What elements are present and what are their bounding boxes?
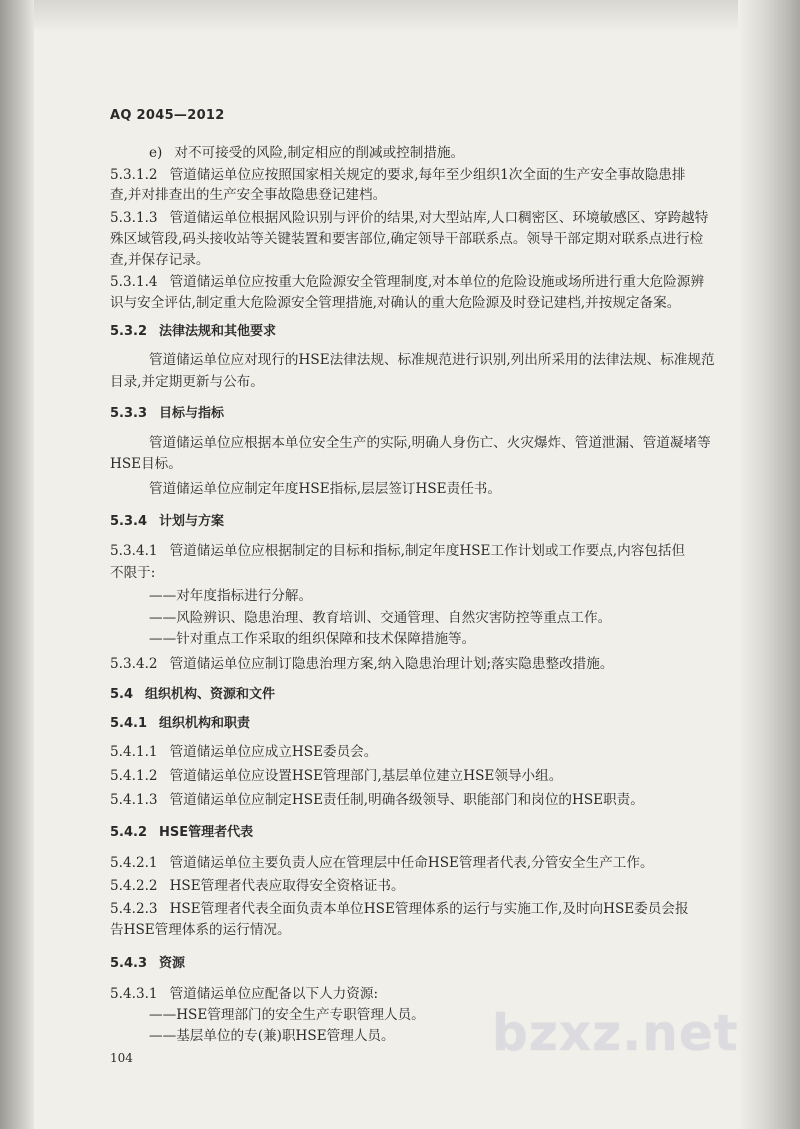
clause-5-4-2-1: 5.4.2.1 管道储运单位主要负责人应在管理层中任命HSE管理者代表,分管安全生产工作。: [110, 855, 654, 871]
section-heading-5-4-2: 5.4.2 HSE管理者代表: [110, 825, 254, 840]
clause-5-3-4-1-cont: 不限于:: [110, 565, 156, 581]
clause-5-4-1-1: 5.4.1.1 管道储运单位应成立HSE委员会。: [110, 744, 378, 760]
clause-5-4-2-3-cont: 告HSE管理体系的运行情况。: [110, 922, 291, 938]
clause-5-3-1-2: 5.3.1.2 管道储运单位应按照国家相关规定的要求,每年至少组织1次全面的生产安全事故隐患排: [110, 167, 686, 183]
dash-item-4: ——HSE管理部门的安全生产专职管理人员。: [149, 1007, 425, 1023]
watermark-logo: bzxz.net: [492, 1004, 739, 1062]
clause-5-3-4-2: 5.3.4.2 管道储运单位应制订隐患治理方案,纳入隐患治理计划;落实隐患整改措施。: [110, 656, 614, 672]
clause-5-3-1-3-cont2: 查,并保存记录。: [110, 252, 210, 268]
paragraph-5-3-3-2: 管道储运单位应制定年度HSE指标,层层签订HSE责任书。: [149, 481, 501, 497]
clause-5-4-2-2: 5.4.2.2 HSE管理者代表应取得安全资格证书。: [110, 878, 405, 894]
section-heading-5-4: 5.4 组织机构、资源和文件: [110, 687, 276, 702]
clause-5-4-1-3: 5.4.1.3 管道储运单位应制定HSE责任制,明确各级领导、职能部门和岗位的HSE职责。: [110, 792, 644, 808]
section-heading-5-3-4: 5.3.4 计划与方案: [110, 514, 225, 529]
clause-5-4-2-3: 5.4.2.3 HSE管理者代表全面负责本单位HSE管理体系的运行与实施工作,及时向HSE委员会报: [110, 901, 689, 917]
list-item-e: e) 对不可接受的风险,制定相应的削减或控制措施。: [149, 145, 465, 161]
clause-5-4-1-2: 5.4.1.2 管道储运单位应设置HSE管理部门,基层单位建立HSE领导小组。: [110, 768, 563, 784]
paragraph-5-3-2-cont: 目录,并定期更新与公布。: [110, 374, 264, 390]
section-heading-5-3-3: 5.3.3 目标与指标: [110, 406, 225, 421]
clause-5-3-1-3: 5.3.1.3 管道储运单位根据风险识别与评价的结果,对大型站库,人口稠密区、环境敏感区、穿跨越特: [110, 210, 709, 226]
dash-item-5: ——基层单位的专(兼)职HSE管理人员。: [149, 1028, 395, 1044]
section-heading-5-4-3: 5.4.3 资源: [110, 956, 186, 971]
paragraph-5-3-3: 管道储运单位应根据本单位安全生产的实际,明确人身伤亡、火灾爆炸、管道泄漏、管道凝堵等: [149, 435, 711, 451]
clause-5-3-4-1: 5.3.4.1 管道储运单位应根据制定的目标和指标,制定年度HSE工作计划或工作要点,内容包括但: [110, 543, 686, 559]
paragraph-5-3-3-cont: HSE目标。: [110, 456, 182, 472]
clause-5-3-1-4-cont: 识与安全评估,制定重大危险源安全管理措施,对确认的重大危险源及时登记建档,并按规定备案。: [110, 295, 681, 311]
section-heading-5-4-1: 5.4.1 组织机构和职责: [110, 716, 251, 731]
standard-code: AQ 2045—2012: [110, 108, 225, 123]
clause-5-3-1-3-cont: 殊区域管段,码头接收站等关键装置和要害部位,确定领导干部联系点。领导干部定期对联系点进行检: [110, 231, 704, 247]
clause-5-4-3-1: 5.4.3.1 管道储运单位应配备以下人力资源:: [110, 986, 379, 1002]
paragraph-5-3-2: 管道储运单位应对现行的HSE法律法规、标准规范进行识别,列出所采用的法律法规、标准规范: [149, 352, 715, 368]
dash-item-2: ——风险辨识、隐患治理、教育培训、交通管理、自然灾害防控等重点工作。: [149, 610, 612, 626]
clause-5-3-1-4: 5.3.1.4 管道储运单位应按重大危险源安全管理制度,对本单位的危险设施或场所进行重大危险源辨: [110, 274, 705, 290]
dash-item-1: ——对年度指标进行分解。: [149, 588, 313, 604]
dash-item-3: ——针对重点工作采取的组织保障和技术保障措施等。: [149, 631, 476, 647]
clause-5-3-1-2-cont: 查,并对排查出的生产安全事故隐患登记建档。: [110, 187, 387, 203]
page-number: 104: [110, 1051, 133, 1065]
section-heading-5-3-2: 5.3.2 法律法规和其他要求: [110, 324, 277, 339]
